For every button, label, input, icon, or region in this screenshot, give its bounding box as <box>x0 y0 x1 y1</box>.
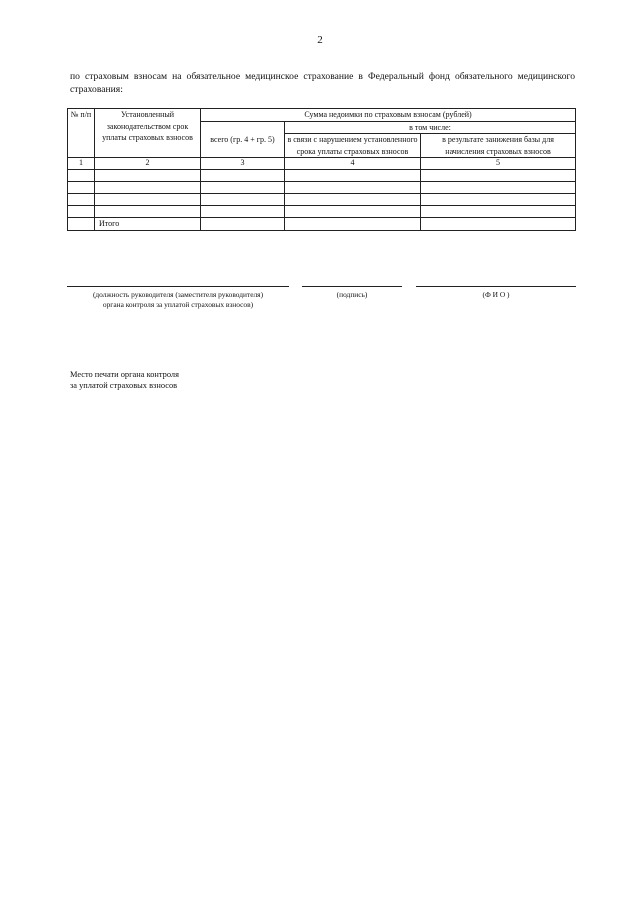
table-row <box>68 206 576 218</box>
table-row <box>68 194 576 206</box>
header-row-1 <box>68 109 576 122</box>
name-caption: (Ф И О ) <box>482 290 510 299</box>
table-cell <box>68 218 95 231</box>
table-cell <box>285 170 421 182</box>
table-cell <box>201 206 285 218</box>
col2-header: Установленный законодательством срок уплаты страховых взносов <box>95 109 201 158</box>
column-number: 1 <box>68 158 95 170</box>
col4-header: в связи с нарушением установленного срока уплаты страховых взносов <box>285 134 421 158</box>
table-cell <box>421 218 576 231</box>
table-cell <box>421 194 576 206</box>
intro-paragraph: по страховым взносам на обязательное медицинское страхование в Федеральный фонд обязательного медицинского страхования: <box>70 71 575 95</box>
total-header: всего (гр. 4 + гр. 5) <box>201 121 285 158</box>
table-cell <box>68 182 95 194</box>
table-cell <box>421 182 576 194</box>
table-cell <box>285 218 421 231</box>
table-cell <box>421 170 576 182</box>
table-cell <box>201 218 285 231</box>
table-cell <box>95 170 201 182</box>
name-signature-line <box>416 286 576 287</box>
table-cell <box>285 182 421 194</box>
table-cell <box>285 206 421 218</box>
col5-header: в результате занижения базы для начисления страховых взносов <box>421 134 576 158</box>
column-number: 4 <box>285 158 421 170</box>
table-cell <box>68 194 95 206</box>
position-caption <box>60 290 296 310</box>
table-cell <box>68 206 95 218</box>
table-cell <box>95 194 201 206</box>
table-cell <box>68 170 95 182</box>
stamp-place <box>70 369 179 391</box>
table-cell <box>421 206 576 218</box>
stamp-line1: Место печати органа контроля <box>70 370 179 379</box>
table-cell <box>201 170 285 182</box>
total-row-label: Итого <box>95 218 201 231</box>
column-number: 2 <box>95 158 201 170</box>
total-row <box>68 218 576 231</box>
table-cell <box>201 182 285 194</box>
table-cell <box>95 206 201 218</box>
table-row <box>68 170 576 182</box>
table-cell <box>201 194 285 206</box>
page-number: 2 <box>317 34 323 46</box>
column-number-row <box>68 158 576 170</box>
position-caption-line1: (должность руководителя (заместителя руководителя) <box>92 290 264 299</box>
subgroup-header: в том числе: <box>285 121 576 134</box>
signature-line <box>302 286 402 287</box>
column-number: 5 <box>421 158 576 170</box>
col1-header: № п/п <box>68 109 95 158</box>
position-signature-line <box>67 286 289 287</box>
table-cell <box>285 194 421 206</box>
table-row <box>68 182 576 194</box>
table-cell <box>95 182 201 194</box>
arrears-table <box>67 108 576 231</box>
stamp-line2: за уплатой страховых взносов <box>70 381 178 390</box>
position-caption-line2: органа контроля за уплатой страховых взносов) <box>102 300 254 309</box>
signature-caption: (подпись) <box>336 290 368 299</box>
column-number: 3 <box>201 158 285 170</box>
group-header: Сумма недоимки по страховым взносам (рублей) <box>201 109 576 122</box>
